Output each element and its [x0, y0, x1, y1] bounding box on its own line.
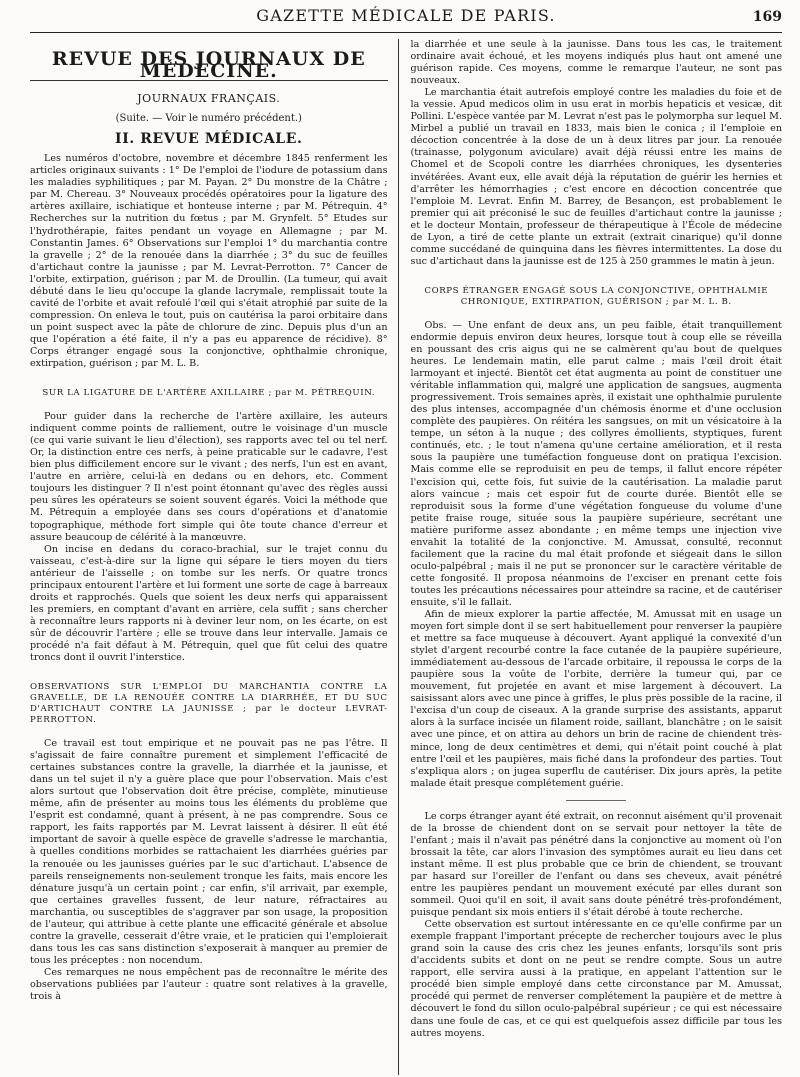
right-column: [399, 39, 782, 1075]
paragraph: Ce travail est tout empirique et ne pouvait pas ne pas l'être. Il s'agissait de faire connaître purement et simplement l'efficacité de certaines substances contre la gravelle, la diarrhée et la jaunisse, et dans un tel sujet il n'y a guère place que pour l'observation. Mais c'est alors surtout que l'observation doit être précise, complète, minutieuse même, afin de présenter au moins tous les éléments du problème que l'esprit est condamné, quant à présent, à ne pas comprendre. Sous ce rapport, les faits rapportés par M. Levrat laissent à désirer. Il eût été important de savoir à quelle espèce de gravelle s'adresse le marchantia, à quelles conditions morbides se rattachaient les diarrhées guéries par la renouée ou les jaunisses guéries par le suc d'artichaut. L'absence de pareils renseignements non-seulement tronque les faits, mais encore les dénature jusqu'à un certain point ; car enfin, s'il arrivait, par exemple, que certaines gravelles fussent, de leur nature, réfractaires au marchantia, ou susceptibles de s'aggraver par son usage, la proposition de l'auteur, qui attribue à cette plante une efficacité générale et absolue contre la gravelle, cesserait d'être vraie, et le praticien qui l'emploierait dans tous les cas sans distinction s'exposerait à manquer au premier de tous les préceptes : non nocendum.: [30, 738, 388, 966]
page-number: 169: [752, 9, 782, 25]
section-title: II. REVUE MÉDICALE.: [115, 131, 303, 148]
paragraph: Afin de mieux explorer la partie affectée, M. Amussat mit en usage un moyen fort simple dont il se sert habituellement pour renverser la paupière et mettre sa face muqueuse à découvert. Ayant appliqué la convexité d'un stylet d'argent recourbé contre la face cutanée de la paupière supérieure, immédiatement au-dessous de l'arcade orbitaire, il repoussa le corps de la paupière sous la voûte de l'orbite, derrière la tumeur qui, par ce mouvement, fut projetée en avant et mise largement à découvert. La saisissant alors avec une pince à griffes, le plus près possible de la racine, il l'excisa d'un coup de ciseaux. A la grande surprise des assistants, apparut alors à la surface incisée un filament roide, saillant, blanchâtre ; on le saisit avec une pince, et on attira au dehors un brin de racine de chiendent très-mince, long de deux centimètres et demi, qui n'était point couché à plat entre l'œil et les paupières, mais fiché dans la profondeur des parties. Tout s'expliqua alors ; on jugea superflu de cautériser. Dix jours après, la petite malade était presque complétement guérie.: [410, 609, 782, 789]
separator: [566, 800, 626, 801]
left-column: [30, 39, 398, 1075]
paragraph: On incise en dedans du coraco-brachial, sur le trajet connu du vaisseau, c'est-à-dire sur la ligne qui sépare le tiers moyen du tiers antérieur de l'aisselle ; on tombe sur les nerfs. Or quatre troncs principaux entourent l'artère et lui forment une sorte de cage à barreaux droits et rapprochés. Quels que soient les deux nerfs qui apparaissent les premiers, en comptant d'avant en arrière, cela suffit ; sans chercher à reconnaître leurs rapports ni à deviner leur nom, on les écarte, on est sûr de découvrir l'artère ; elle se trouve dans leur intervalle. Jamais ce procédé n'a fait défaut à M. Pétrequin, quel que fût celui des quatre troncs dont il ouvrit l'interstice.: [30, 543, 388, 664]
journal-title: GAZETTE MÉDICALE DE PARIS.: [256, 6, 556, 25]
subhead: JOURNAUX FRANÇAIS.: [137, 92, 281, 106]
paragraph: la diarrhée et une seule à la jaunisse. Dans tous les cas, le traitement ordinaire avait échoué, et les moyens indiqués plus haut ont amené une guérison rapide. Ces moyens, comme le remarque l'auteur, ne sont pas nouveaux.: [410, 39, 782, 87]
paragraph: Ces remarques ne nous empêchent pas de reconnaître le mérite des observations publiées par l'auteur : quatre sont relatives à la gravelle, trois à: [30, 966, 388, 1003]
paragraph: Pour guider dans la recherche de l'artère axillaire, les auteurs indiquent comme points de ralliement, outre le voisinage d'un muscle (ce qui varie suivant le lieu d'élection), ses rapports avec tel ou tel nerf. Or, la distinction entre ces nerfs, à peine praticable sur le cadavre, l'est bien plus difficilement encore sur le vivant ; des nerfs, l'un est en avant, l'autre en arrière, celui-là en dedans ou en dehors, etc. Comment toujours les distinguer ? Il n'est point étonnant qu'avec des règles aussi peu sûres les opérateurs se soient souvent égarés. Voici la méthode que M. Pétrequin a employée dans ses cours d'opérations et d'anatomie topographique, méthode fort simple qui ôte toute chance d'erreur et assure beaucoup de célérité à la manœuvre.: [30, 411, 388, 543]
columns: [30, 39, 782, 1075]
paragraph: Le corps étranger ayant été extrait, on reconnut aisément qu'il provenait de la brosse de chiendent dont on se servait pour nettoyer la tête de l'enfant ; mais il n'avait pas pénétré dans la conjonctive au moment où l'on brossait la tête, car alors l'invasion des symptômes aurait eu lieu dans cet instant même. Il est plus probable que ce brin de chiendent, se trouvant par hasard sur l'oreiller de l'enfant ou dans ses cheveux, avait pénétré entre les paupières pendant un mouvement exécuté par elles durant son sommeil. Quoi qu'il en soit, il avait sans doute pénétré très-profondément, puisque pendant six mois entiers il s'était dérobé à toute recherche.: [410, 810, 782, 919]
paragraph: Obs. — Une enfant de deux ans, un peu faible, était tranquillement endormie depuis environ deux heures, lorsque tout à coup elle se réveilla en poussant des cris aigus qui ne se calmèrent qu'au bout de quelques heures. Le lendemain matin, elle parut calme ; mais l'œil droit était larmoyant et injecté. Bientôt cet état augmenta au point de constituer une véritable inflammation qui, malgré une application de sangsues, augmenta progressivement. Trois semaines après, il existait une ophthalmie purulente des plus intenses, accompagnée d'un chémosis énorme et d'une occlusion complète des paupières. On réitéra les sangsues, on mit un vésicatoire à la tempe, un séton à la nuque ; des collyres émollients, styptiques, furent continués, etc. ; le tout n'amena qu'une certaine amélioration, et il resta sous la paupière une tuméfaction fongueuse dont on pratiqua l'excision. Mais comme elle se reproduisit en peu de temps, il fallut encore répéter l'excision qui, cette fois, fut suivie de la cautérisation. La maladie parut alors vaincue ; mais cet espoir fut de courte durée. Bientôt elle se reproduisit sous la forme d'une végétation fongueuse du volume d'une petite fraise rouge, située sous la paupière supérieure, secrétant une matière puriforme assez abondante ; en même temps une injection vive envahit la totalité de la conjonctive. M. Amussat, consulté, reconnut facilement que la racine du mal était profonde et siégeait dans le sillon oculo-palpébral ; mais il ne put se prononcer sur le caractère véritable de cette fongosité. Il proposa néanmoins de l'exciser en prenant cette fois toutes les précautions nécessaires pour atteindre sa racine, et de cautériser ensuite, s'il le fallait.: [410, 319, 782, 608]
paragraph: Les numéros d'octobre, novembre et décembre 1845 renferment les articles originaux suivants : 1° De l'emploi de l'iodure de potassium dans les maladies syphilitiques ; par M. Payan. 2° Du monstre de la Châtre ; par M. Chereau. 3° Nouveaux procédés opératoires pour la ligature des artères axillaire, ischiatique et honteuse interne ; par M. Pétrequin. 4° Recherches sur la nutrition du fœtus ; par M. Grynfelt. 5° Etudes sur l'hydrothérapie, faites pendant un voyage en Allemagne ; par M. Constantin James. 6° Observations sur l'emploi 1° du marchantia contre la gravelle ; 2° de la renouée dans la diarrhée ; 3° du suc de feuilles d'artichaut contre la jaunisse ; par M. Levrat-Perrotton. 7° Cancer de l'orbite, extirpation, guérison ; par M. de Droullin. (La tumeur, qui avait débuté dans le lieu qu'occupe la glande lacrymale, remplissait toute la cavité de l'orbite et avait refoulé l'œil qui s'était atrophié par suite de la compression. On enleva le tout, puis on cautérisa la paroi orbitaire dans un point suspect avec la pâte de chlorure de zinc. Depuis plus d'un an que l'opération a été faite, il n'y a pas eu apparence de récidive). 8° Corps étranger engagé sous la conjonctive, ophthalmie chronique, extirpation, guérison ; par M. L. B.: [30, 153, 388, 370]
article-heading: CORPS ÉTRANGER ENGAGÉ SOUS LA CONJONCTIVE, OPHTHALMIE CHRONIQUE, EXTIRPATION, GUÉRISON ; par M. L. B.: [424, 285, 769, 307]
masthead: REVUE DES JOURNAUX DE MÉDECINE.: [30, 53, 388, 81]
paragraph: Cette observation est surtout intéressante en ce qu'elle confirme par un exemple frappant l'important précepte de rechercher toujours avec le plus grand soin la cause des cris chez les jeunes enfants, lorsqu'ils sont pris d'accidents subits et dont on ne peut se rendre compte. Sous un autre rapport, elle servira aussi à la pratique, en appelant l'attention sur le procédé bien simple employé dans cette circonstance par M. Amussat, procédé qui permet de renverser complétement la paupière et de mettre à découvert le fond du sillon oculo-palpébral supérieur ; ce qui est nécessaire dans une foule de cas, et ce qui est quelquefois assez difficile par tous les autres moyens.: [410, 919, 782, 1039]
article-heading: SUR LA LIGATURE DE L'ARTÈRE AXILLAIRE ; par M. PÉTREQUIN.: [42, 388, 376, 399]
article-heading: OBSERVATIONS SUR L'EMPLOI DU MARCHANTIA CONTRE LA GRAVELLE, DE LA RENOUÉE CONTRE LA DIARRHÉE, ET DU SUC D'ARTICHAUT CONTRE LA JAUNISSE ; par le docteur LEVRAT-PERROTTON.: [30, 682, 388, 726]
running-header: [30, 6, 782, 33]
continuation-note: (Suite. — Voir le numéro précédent.): [115, 113, 302, 125]
paragraph: Le marchantia était autrefois employé contre les maladies du foie et de la vessie. Apud medicos olim in usu erat in morbis hepaticis et vesicæ, dit Pollini. L'espèce vantée par M. Levrat n'est pas le polymorpha sur lequel M. Mirbel a publié un travail en 1833, mais bien le conica ; il l'emploie en décoction concentrée à la dose de un à deux litres par jour. La renouée (trainasse, polygonum aviculare) avait déjà réussi entre les mains de Chomel et de Scopoli contre les diarrhées chroniques, les dysenteries invétérées. Avant eux, elle avait déjà la réputation de guérir les hernies et d'arrêter les hémorrhagies ; c'est encore en décoction concentrée que l'emploie M. Levrat. Enfin M. Barrey, de Besançon, est probablement le premier qui ait préconisé le suc de feuilles d'artichaut contre la jaunisse ; et le docteur Montain, professeur de thérapeutique à l'École de médecine de Lyon, a tiré de cette plante un extrait (extrait cinarique) qu'il donne comme succédané de quinquina dans les fièvres intermittentes. La dose du suc d'artichaut dans la jaunisse est de 125 à 250 grammes le matin à jeun.: [410, 87, 782, 267]
